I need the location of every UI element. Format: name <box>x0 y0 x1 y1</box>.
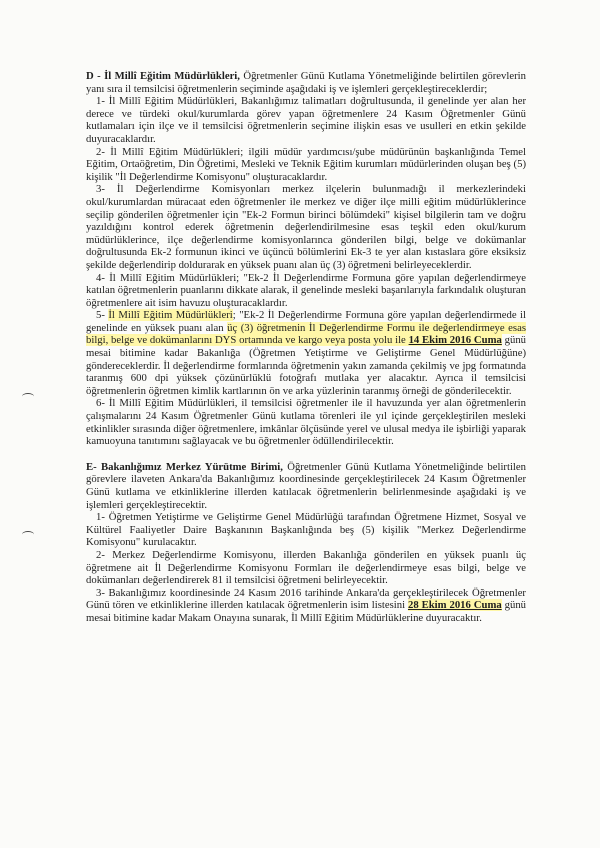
section-d-item-2: 2- İl Millî Eğitim Müdürlükleri; ilgili müdür yardımcısı/şube müdürünün başkanlığında Temel Eğitim, Ortaöğretim, Din Öğretimi, Mesleki ve Teknik Eğitim kurumları müdürlerinden oluşan beş (5) kişilik "İl Değerlendirme Komisyonu" oluşturacaklardır. <box>86 145 526 183</box>
section-d-intro: D - İl Millî Eğitim Müdürlükleri, Öğretmenler Günü Kutlama Yönetmeliğinde belirtilen görevlerin yanı sıra il temsilcisi öğretmenlerin seçiminde aşağıdaki iş ve işlemleri gerçekleştireceklerdir; <box>86 70 526 95</box>
highlighted-deadline-date: 14 Ekim 2016 Cuma <box>408 334 502 347</box>
section-d-item-3: 3- İl Değerlendirme Komisyonları merkez ilçelerin bulunmadığı il merkezlerindeki okul/kurumlardan müracaat eden öğretmenler ile merkez ve diğer ilçe milli eğitim müdürlüklerince seçilip gönderilen öğretmenler için "Ek-2 Formun birinci bölümdeki" kişisel bilgilerin tam ve doğru yazıldığını kontrol ederek öğretmenin değerlendirilmesine esas teşkil eden okul/kurum müdürlüklerince, ilçe değerlendirme komisyonlarınca gönderilen bilgi, belge ve dokümanlar doğrultusunda Ek-2 formunun ikinci ve üçüncü bölümlerini Ek-3 te yer alan kıstaslara göre eksiksiz şekilde değerlendirip doldurarak en yüksek puanı alan üç (3) öğretmeni belirleyeceklerdir. <box>86 183 526 271</box>
section-e-item-2: 2- Merkez Değerlendirme Komisyonu, illerden Bakanlığa gönderilen en yüksek puanlı üç öğretmene ait İl Değerlendirme Komisyonu Formları ile değerlendirmeye esas bilgi, belge ve dokümanları değerlendirerek 81 il temsilcisi öğretmeni belirleyecektir. <box>86 548 526 587</box>
section-e-item-3: 3- Bakanlığımız koordinesinde 24 Kasım 2016 tarihinde Ankara'da gerçekleştirilecek Öğretmenler Günü tören ve etkinliklerine illerden katılacak öğretmenlerin isim listesini 28 Ekim 2016 Cuma günü mesai bitimine kadar Makam Onayına sunarak, İl Millî Eğitim Müdürlüklerine duyuracaktır. <box>86 586 527 624</box>
punch-hole-mark <box>22 531 34 538</box>
section-d-item-6: 6- İl Millî Eğitim Müdürlükleri, il temsilcisi öğretmenler ile il havuzunda yer alan öğretmenlerin çalışmalarını 24 Kasım Öğretmenler Günü kutlama törenleri ile yıl içinde gerçekleştirilen mesleki etkinlikler sırasında diğer öğretmenlere, imkânlar ölçüsünde yerel ve ulusal medya ile işbirliği yaparak kamuoyuna tanıtımını sağlayacak ve bu öğretmenler ödüllendirilecektir. <box>86 397 526 448</box>
section-e-heading: E- Bakanlığımız Merkez Yürütme Birimi, <box>86 460 283 473</box>
section-d-heading: D - İl Millî Eğitim Müdürlükleri, <box>86 70 240 82</box>
highlighted-deadline-date: 28 Ekim 2016 Cuma <box>407 599 502 612</box>
document-body <box>86 70 526 625</box>
section-d-item-5: 5- İl Millî Eğitim Müdürlükleri; "Ek-2 İl Değerlendirme Formuna göre yapılan değerlendirmede il genelinde en yüksek puanı alan üç (3) öğretmenin İl Değerlendirme Formu ile değerlendirmeye esas bilgi, belge ve dokümanlarını DYS ortamında ve kargo veya posta yolu ile 14 Ekim 2016 Cuma günü mesai bitimine kadar Bakanlığa (Öğretmen Yetiştirme ve Geliştirme Genel Müdürlüğüne) göndereceklerdir. İl değerlendirme formlarında öğretmenin yakın zamanda çekilmiş ve jpg formatında taranmış 600 dpi yüksek çözünürlüklü fotoğrafı mutlaka yer alacaktır. Ayrıca il temsilcisi öğretmenlerin öğretmen kimlik kartlarının ön ve arka yüzlerinin taranmış örneği de gönderilecektir. <box>86 309 527 397</box>
highlighted-text: üç (3) öğretmenin İl Değerlendirme Formu ile değerlendirmeye esas bilgi, belge ve dokümanlarını DYS ortamında ve kargo veya posta yolu ile <box>86 321 526 347</box>
section-divider <box>86 448 526 461</box>
section-e-intro: E- Bakanlığımız Merkez Yürütme Birimi, Öğretmenler Günü Kutlama Yönetmeliğinde belirtilen görevlere ilaveten Ankara'da Bakanlığımız koordinesinde gerçekleştirilecek 24 Kasım Öğretmenler Günü kutlama ve etkinliklerine illerden katılacak öğretmenlerin belirlenmesinde aşağıdaki iş ve işlemleri gerçekleştirecektir. <box>86 460 526 511</box>
section-d-item-1: 1- İl Millî Eğitim Müdürlükleri, Bakanlığımız talimatları doğrultusunda, il genelinde yer alan her derece ve türdeki okul/kurumlarda görev yapan öğretmenlere 24 Kasım Öğretmenler Günü kutlamaları için ilçe ve il temsilcisi öğretmenlerin seçimine ilişkin esas ve usulleri en etkin şekilde duyuracaklardır. <box>86 95 526 145</box>
section-e-item-1: 1- Öğretmen Yetiştirme ve Geliştirme Genel Müdürlüğü tarafından Öğretmene Hizmet, Sosyal ve Kültürel Faaliyetler Daire Başkanının Başkanlığında beş (5) kişilik "Merkez Değerlendirme Komisyonu" kurulacaktır. <box>86 511 526 549</box>
punch-hole-mark <box>22 393 34 400</box>
section-d-item-4: 4- İl Millî Eğitim Müdürlükleri; "Ek-2 İl Değerlendirme Formuna göre yapılan değerlendirmeye katılan öğretmenlerin puanlarını dikkate alarak, il genelinde mesleki başarılarıyla farkındalık oluşturan öğretmenlere ait isim havuzu oluşturacaklardır. <box>86 271 526 309</box>
highlighted-text: İl Millî Eğitim Müdürlükleri <box>108 309 233 322</box>
